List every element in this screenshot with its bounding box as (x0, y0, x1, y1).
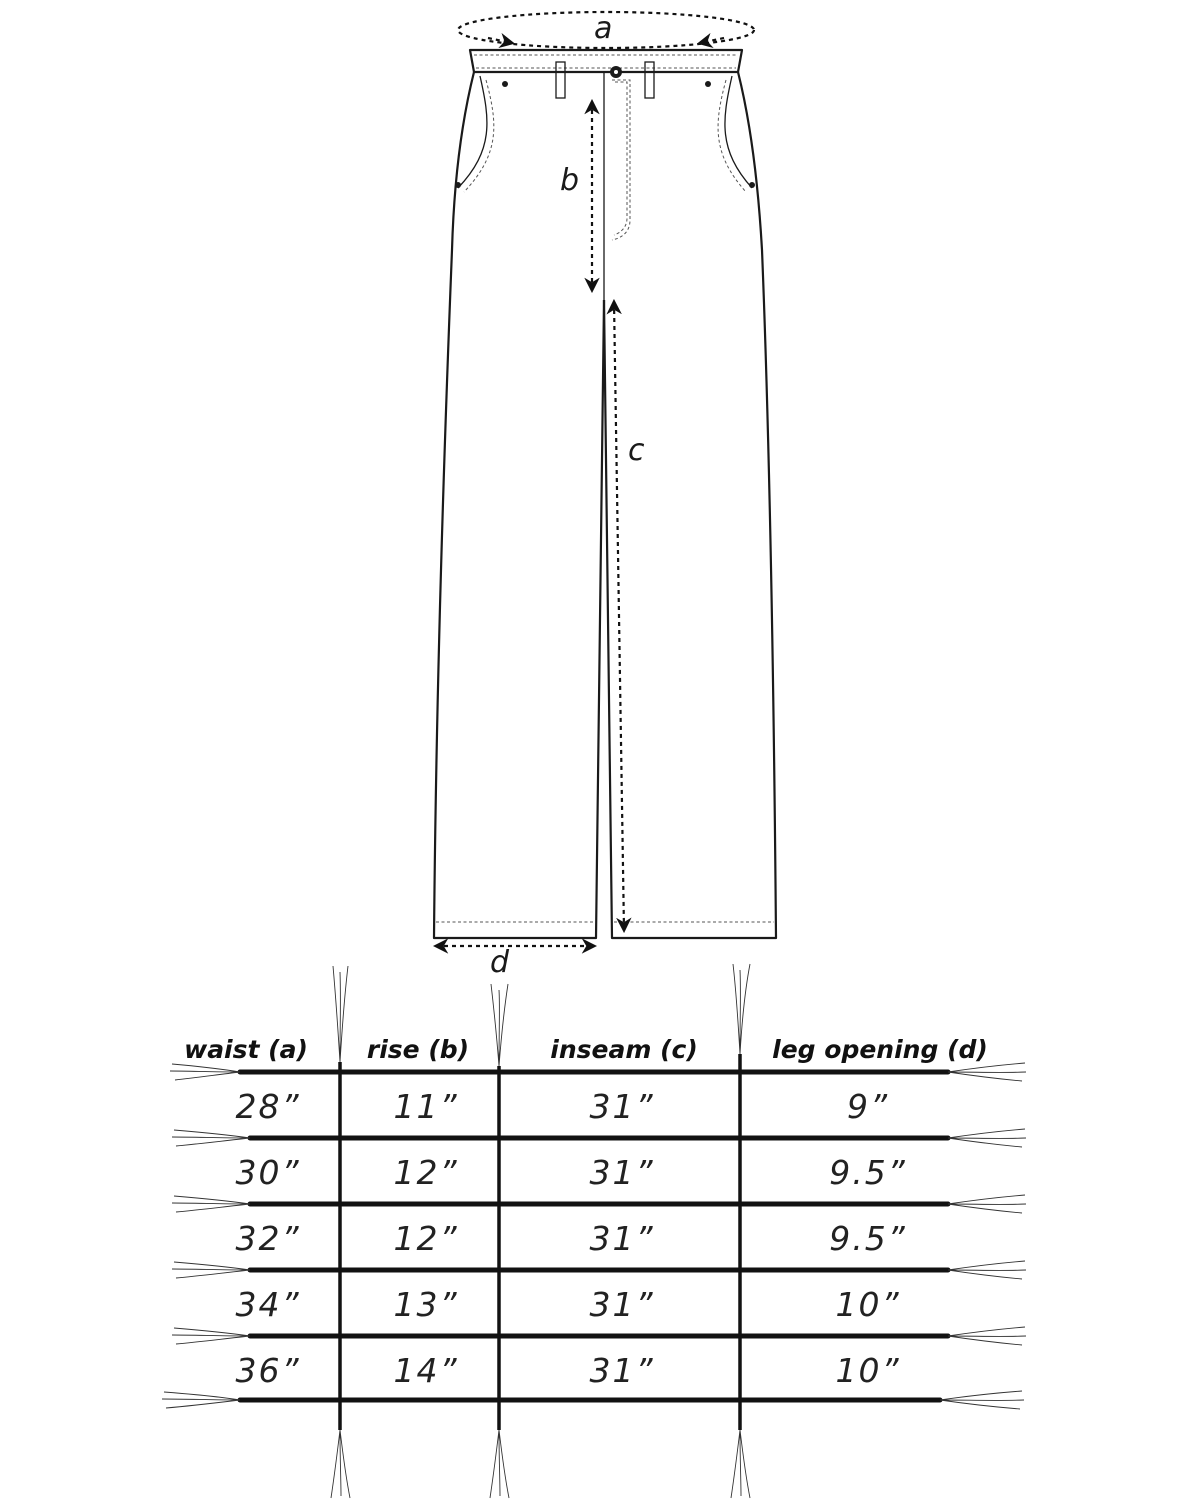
belt-loop-right (645, 62, 654, 98)
cell-waist: 28” (235, 1087, 301, 1126)
cell-leg-opening: 9.5” (829, 1153, 907, 1192)
cell-rise: 13” (393, 1285, 459, 1324)
cell-inseam: 31” (589, 1219, 655, 1258)
label-d: d (490, 945, 510, 980)
header-rise: rise (b) (366, 1035, 470, 1064)
header-inseam: inseam (c) (550, 1035, 698, 1064)
row-divider (172, 1327, 1026, 1345)
waistband (470, 50, 742, 72)
label-b: b (560, 163, 580, 198)
column-divider (490, 984, 509, 1498)
cell-waist: 34” (235, 1285, 301, 1324)
row-divider (172, 1129, 1026, 1147)
column-divider (331, 966, 350, 1498)
row-divider (172, 1195, 1026, 1213)
table-row (235, 1351, 900, 1390)
cell-leg-opening: 10” (835, 1351, 901, 1390)
pants-illustration (434, 50, 776, 938)
cell-leg-opening: 9.5” (829, 1219, 907, 1258)
cell-rise: 12” (393, 1219, 459, 1258)
cell-leg-opening: 9” (846, 1087, 890, 1126)
header-waist: waist (a) (184, 1035, 308, 1064)
column-divider (731, 964, 750, 1498)
dimension-markers (436, 11, 754, 980)
cell-inseam: 31” (589, 1285, 655, 1324)
cell-waist: 32” (235, 1219, 301, 1258)
cell-rise: 14” (393, 1351, 459, 1390)
table-row (235, 1087, 889, 1126)
row-divider (172, 1261, 1026, 1279)
table-row (235, 1219, 906, 1258)
cell-inseam: 31” (589, 1153, 655, 1192)
cell-inseam: 31” (589, 1087, 655, 1126)
size-table (162, 964, 1026, 1498)
cell-inseam: 31” (589, 1351, 655, 1390)
cell-waist: 30” (235, 1153, 301, 1192)
left-leg-outline (434, 72, 604, 938)
cell-rise: 11” (393, 1087, 459, 1126)
label-a: a (594, 11, 613, 46)
table-row (235, 1153, 906, 1192)
header-leg-opening: leg opening (d) (772, 1035, 988, 1064)
cell-waist: 36” (235, 1351, 301, 1390)
cell-rise: 12” (393, 1153, 459, 1192)
row-divider (170, 1063, 1026, 1081)
inseam-dimension-arrow (614, 302, 624, 930)
belt-loop-left (556, 62, 565, 98)
pocket-right (725, 76, 752, 188)
row-divider (162, 1391, 1024, 1409)
label-c: c (628, 433, 645, 468)
cell-leg-opening: 10” (835, 1285, 901, 1324)
table-row (235, 1285, 900, 1324)
